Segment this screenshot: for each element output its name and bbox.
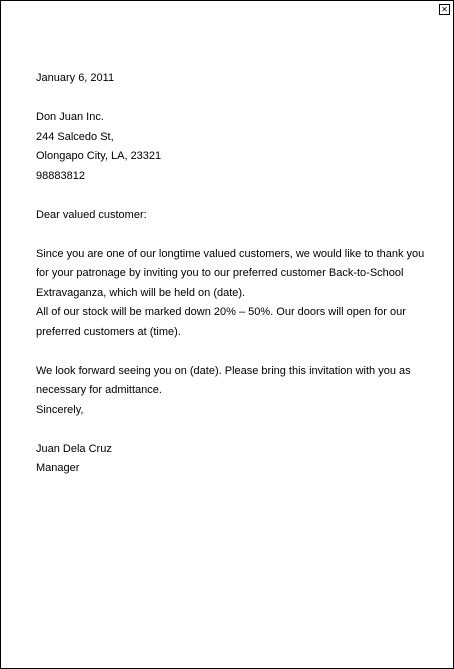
body-line: for your patronage by inviting you to our preferred customer Back-to-School [36, 267, 404, 279]
recipient-line: Olongapo City, LA, 23321 [36, 150, 162, 162]
body-line: preferred customers at (time). [36, 325, 181, 338]
letter-body [36, 69, 436, 479]
signer-title: Manager [36, 462, 80, 474]
closing-line: necessary for admittance. [36, 384, 162, 396]
body-line: Since you are one of our longtime valued customers, we would like to thank you [36, 247, 425, 260]
body-line: All of our stock will be marked down 20% – 50%. Our doors will open for our [36, 306, 406, 318]
recipient-line: 98883812 [36, 169, 85, 182]
letter-date: January 6, 2011 [36, 72, 115, 84]
salutation: Dear valued customer: [36, 208, 147, 221]
body-line: Extravaganza, which will be held on (date). [36, 286, 246, 299]
recipient-address [36, 108, 436, 186]
closing-paragraph [36, 362, 436, 401]
recipient-line: 244 Salcedo St, [36, 130, 114, 143]
closing: Sincerely, [36, 403, 84, 416]
close-icon[interactable]: ✕ [439, 4, 450, 15]
body-paragraph [36, 245, 436, 343]
signer-name: Juan Dela Cruz [36, 442, 112, 455]
recipient-line: Don Juan Inc. [36, 111, 104, 123]
closing-line: We look forward seeing you on (date). Please bring this invitation with you as [36, 364, 411, 377]
